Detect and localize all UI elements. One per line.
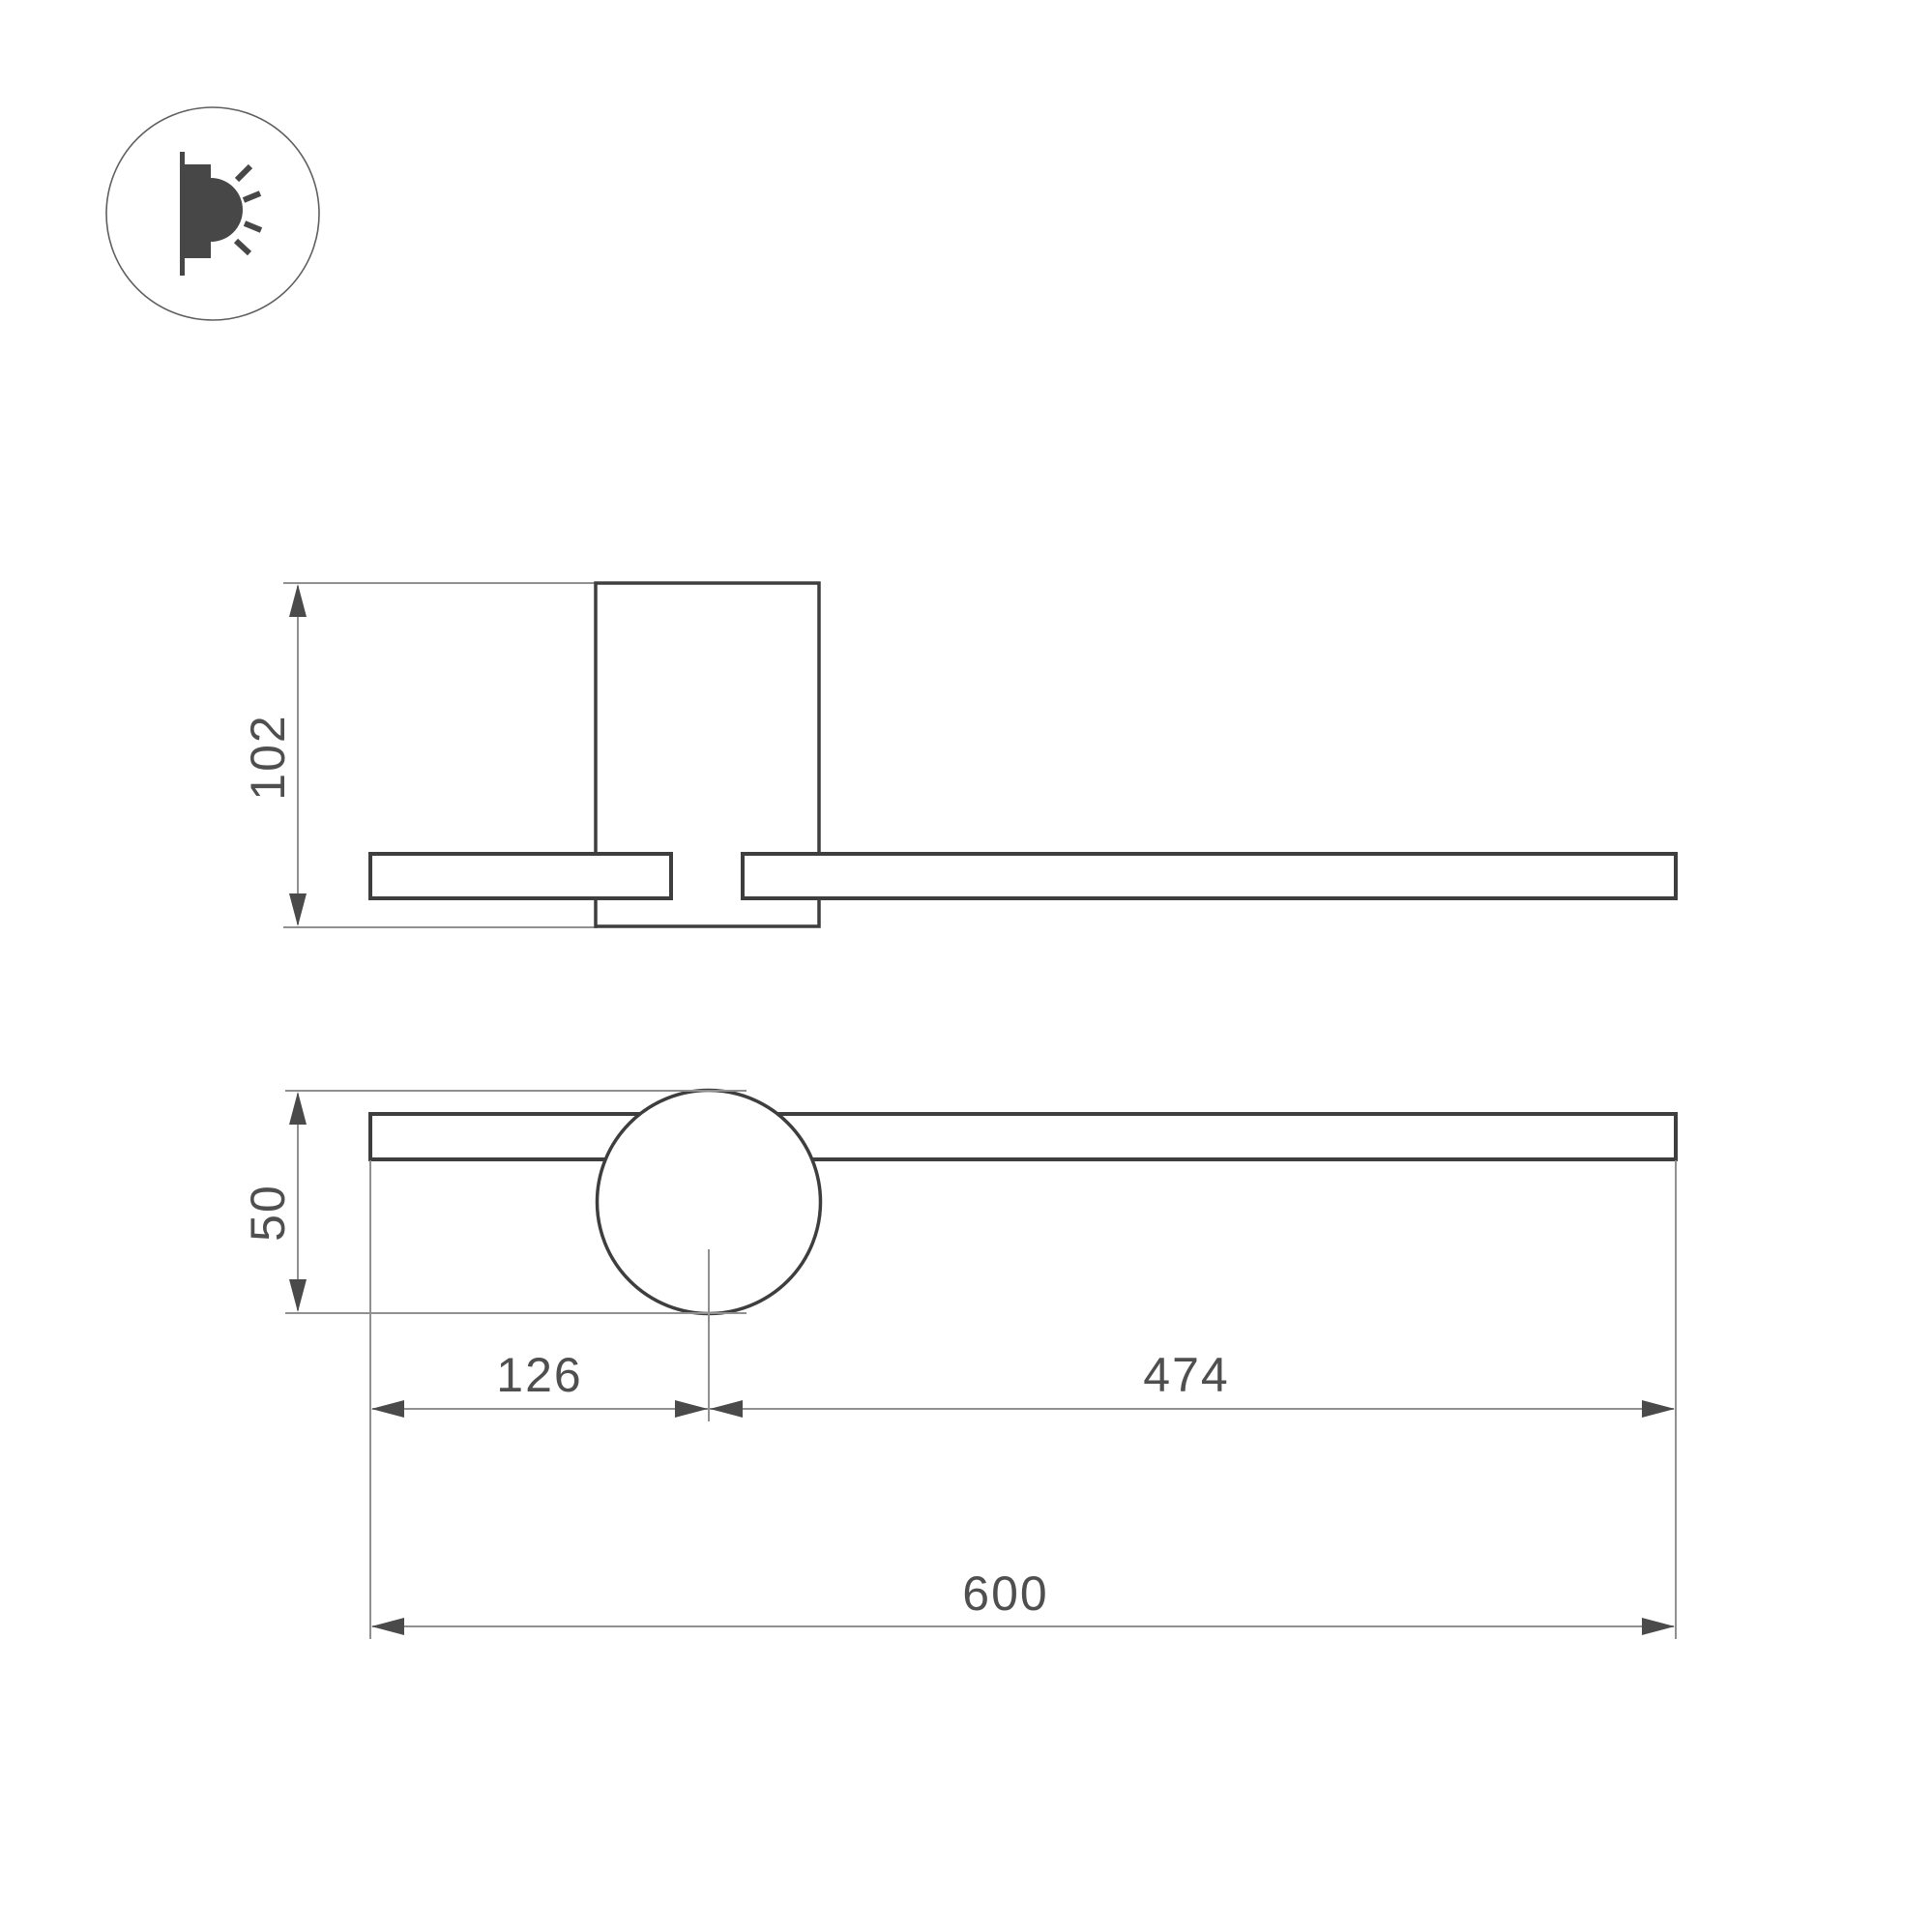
side-view <box>283 583 1676 927</box>
dim126-arrow-right <box>675 1400 708 1418</box>
dimension-50-label: 50 <box>241 1184 295 1242</box>
icon-lamp-body <box>185 164 211 258</box>
front-bar <box>370 1114 1676 1159</box>
icon-wall-line <box>180 152 185 276</box>
front-dim50-arrow-down <box>289 1279 307 1312</box>
dim126-arrow-left <box>371 1400 404 1418</box>
side-right-arm <box>743 854 1676 898</box>
dim600-arrow-right <box>1642 1618 1675 1635</box>
dim600-arrow-left <box>371 1618 404 1635</box>
wall-light-icon <box>106 107 319 320</box>
front-view <box>285 1091 1676 1640</box>
dimension-126-label: 126 <box>496 1348 583 1402</box>
side-dim-arrow-down <box>289 893 307 926</box>
front-dim50-arrow-up <box>289 1092 307 1125</box>
side-left-arm <box>370 854 671 898</box>
dim474-arrow-left <box>710 1400 743 1418</box>
dimension-102-label: 102 <box>241 714 295 801</box>
dimension-474-label: 474 <box>1143 1348 1230 1402</box>
side-dim-arrow-up <box>289 584 307 617</box>
dim474-arrow-right <box>1642 1400 1675 1418</box>
dimension-600-label: 600 <box>962 1566 1049 1621</box>
